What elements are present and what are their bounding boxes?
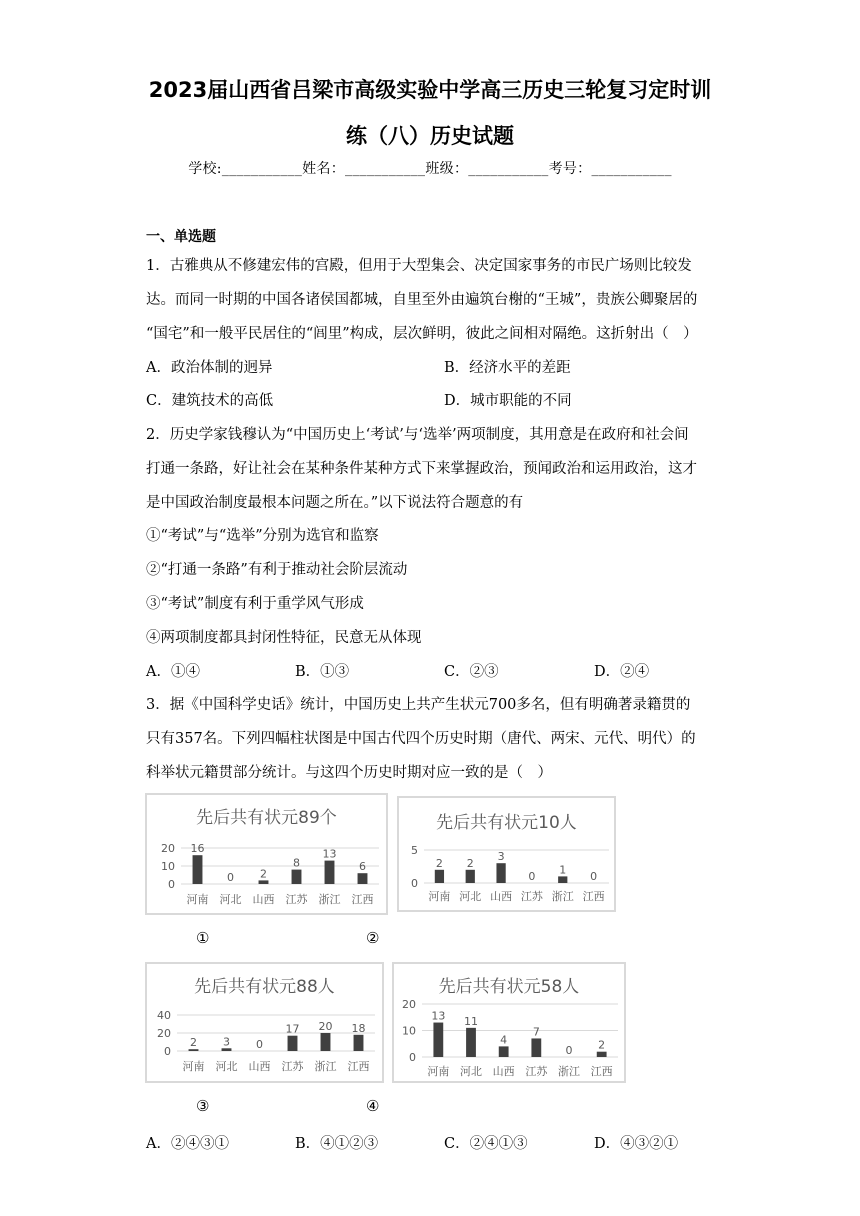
bar-chart-4 bbox=[394, 964, 624, 1081]
bar bbox=[321, 1033, 331, 1051]
data-label: 2 bbox=[190, 1036, 197, 1050]
q2-statement-4: ④两项制度都具封闭性特征，民意无从体现 bbox=[146, 630, 422, 646]
data-label: 2 bbox=[260, 867, 267, 881]
y-tick-label: 0 bbox=[411, 877, 418, 890]
bar bbox=[292, 870, 302, 884]
q3-line-1: 3．据《中国科学史话》统计，中国历史上共产生状元700多名，但有明确著录籍贯的 bbox=[146, 697, 691, 713]
data-label: 8 bbox=[293, 856, 300, 870]
bar bbox=[499, 1046, 509, 1057]
q2-statement-3: ③“考试”制度有利于重学风气形成 bbox=[146, 596, 364, 612]
bar bbox=[496, 863, 505, 883]
q2-option-d[interactable]: D．②④ bbox=[594, 664, 650, 680]
number-label: 考号： bbox=[548, 161, 592, 177]
name-label: 姓名： bbox=[302, 161, 346, 177]
y-tick-label: 0 bbox=[164, 1045, 171, 1058]
category-label: 河南 bbox=[186, 893, 209, 906]
category-label: 江苏 bbox=[520, 890, 543, 903]
q1-line-2: 达。而同一时期的中国各诸侯国都城，自里至外由遍筑台榭的“王城”，贵族公卿聚居的 bbox=[146, 292, 698, 308]
category-label: 山西 bbox=[252, 893, 275, 906]
category-label: 浙江 bbox=[558, 1065, 580, 1078]
chart-label-3: ③ bbox=[196, 1097, 210, 1115]
y-tick-label: 10 bbox=[161, 860, 175, 873]
chart-title: 先后共有状元88人 bbox=[194, 977, 335, 997]
q2-statement-2: ②“打通一条路”有利于推动社会阶层流动 bbox=[146, 562, 408, 578]
q2-statement-1: ①“考试”与“选举”分别为选官和监察 bbox=[146, 528, 379, 544]
category-label: 江西 bbox=[590, 1065, 613, 1078]
category-label: 河北 bbox=[460, 1065, 482, 1078]
y-tick-label: 10 bbox=[402, 1024, 416, 1038]
q3-option-a[interactable]: A．②④③① bbox=[146, 1136, 229, 1152]
data-label: 1 bbox=[559, 863, 567, 877]
category-label: 山西 bbox=[490, 890, 513, 903]
data-label: 6 bbox=[359, 860, 366, 874]
data-label: 20 bbox=[318, 1020, 333, 1033]
bar bbox=[558, 876, 567, 883]
category-label: 河南 bbox=[428, 890, 451, 903]
category-label: 河南 bbox=[182, 1060, 205, 1073]
chart-box-3 bbox=[145, 962, 384, 1083]
chart-box-4 bbox=[392, 962, 626, 1083]
bar bbox=[222, 1048, 232, 1051]
class-blank: ___________ bbox=[468, 161, 549, 177]
chart-label-4: ④ bbox=[366, 1097, 380, 1115]
q2-line-1: 2．历史学家钱穆认为“中国历史上‘考试’与‘选举’两项制度，其用意是在政府和社会间 bbox=[146, 427, 689, 443]
q1-line-1: 1．古雅典从不修建宏伟的宫殿，但用于大型集会、决定国家事务的市民广场则比较发 bbox=[146, 258, 692, 274]
q2-option-c[interactable]: C．②③ bbox=[444, 664, 499, 680]
category-label: 河北 bbox=[215, 1060, 238, 1073]
q1-line-3: “国宅”和一般平民居住的“闾里”构成，层次鲜明，彼此之间相对隔绝。这折射出（ ） bbox=[146, 326, 698, 342]
class-label: 班级： bbox=[425, 161, 469, 177]
q1-option-c[interactable]: C．建筑技术的高低 bbox=[146, 393, 274, 409]
data-label: 0 bbox=[256, 1038, 263, 1051]
data-label: 7 bbox=[532, 1025, 540, 1039]
data-label: 16 bbox=[190, 842, 205, 856]
section-title: 一、单选题 bbox=[146, 229, 216, 245]
document-title-line-2: 练（八）历史试题 bbox=[346, 124, 514, 148]
chart-label-1: ① bbox=[196, 929, 210, 947]
category-label: 河南 bbox=[427, 1065, 450, 1078]
q2-option-b[interactable]: B．①③ bbox=[295, 664, 350, 680]
bar-chart-2 bbox=[399, 798, 614, 910]
chart-label-2: ② bbox=[366, 929, 380, 947]
q3-option-d[interactable]: D．④③②① bbox=[594, 1136, 679, 1152]
data-label: 0 bbox=[565, 1044, 573, 1057]
school-label: 学校: bbox=[188, 161, 222, 177]
bar bbox=[259, 880, 269, 884]
data-label: 2 bbox=[598, 1038, 606, 1052]
name-blank: ___________ bbox=[345, 161, 426, 177]
chart-title: 先后共有状元89个 bbox=[196, 808, 337, 828]
y-tick-label: 20 bbox=[157, 1027, 171, 1040]
bar-chart-3 bbox=[147, 964, 382, 1081]
data-label: 3 bbox=[497, 850, 505, 864]
q3-option-b[interactable]: B．④①②③ bbox=[295, 1136, 379, 1152]
document-title-line-1: 2023届山西省吕梁市高级实验中学高三历史三轮复习定时训 bbox=[148, 78, 712, 102]
category-label: 江苏 bbox=[285, 893, 308, 906]
bar bbox=[531, 1038, 541, 1057]
bar bbox=[189, 1049, 199, 1051]
category-label: 浙江 bbox=[314, 1060, 337, 1073]
student-info-row bbox=[0, 158, 860, 178]
q3-line-2: 只有357名。下列四幅柱状图是中国古代四个历史时期（唐代、两宋、元代、明代）的 bbox=[146, 731, 696, 747]
data-label: 17 bbox=[285, 1022, 300, 1036]
category-label: 浙江 bbox=[318, 893, 341, 906]
y-tick-label: 0 bbox=[168, 878, 175, 891]
q1-option-b[interactable]: B．经济水平的差距 bbox=[444, 360, 571, 376]
chart-title: 先后共有状元58人 bbox=[438, 977, 580, 997]
data-label: 0 bbox=[590, 870, 598, 883]
y-tick-label: 5 bbox=[411, 844, 418, 857]
bar bbox=[354, 1035, 364, 1051]
y-tick-label: 40 bbox=[157, 1009, 171, 1022]
number-blank: ___________ bbox=[591, 161, 672, 177]
category-label: 江西 bbox=[347, 1060, 370, 1073]
y-tick-label: 0 bbox=[409, 1051, 416, 1064]
bar bbox=[358, 873, 368, 884]
q1-option-a[interactable]: A．政治体制的迥异 bbox=[146, 360, 273, 376]
q2-option-a[interactable]: A．①④ bbox=[146, 664, 200, 680]
bar bbox=[435, 870, 444, 883]
category-label: 河北 bbox=[219, 893, 242, 906]
bar bbox=[193, 855, 203, 884]
data-label: 4 bbox=[500, 1033, 508, 1047]
bar bbox=[433, 1023, 443, 1057]
q1-option-d[interactable]: D．城市职能的不同 bbox=[444, 393, 572, 409]
y-tick-label: 20 bbox=[161, 842, 175, 855]
data-label: 0 bbox=[227, 871, 234, 884]
data-label: 18 bbox=[351, 1021, 366, 1035]
category-label: 河北 bbox=[459, 890, 482, 903]
data-label: 11 bbox=[464, 1014, 478, 1028]
chart-box-1 bbox=[145, 793, 388, 915]
chart-box-2 bbox=[397, 796, 616, 912]
category-label: 山西 bbox=[248, 1060, 271, 1073]
category-label: 浙江 bbox=[551, 890, 574, 903]
chart-title: 先后共有状元10人 bbox=[436, 813, 577, 833]
bar-chart-1 bbox=[147, 795, 386, 913]
data-label: 13 bbox=[431, 1009, 446, 1023]
data-label: 2 bbox=[466, 856, 474, 870]
category-label: 江西 bbox=[582, 890, 605, 903]
data-label: 2 bbox=[435, 856, 443, 870]
data-label: 3 bbox=[223, 1035, 230, 1049]
bar bbox=[466, 870, 475, 883]
bar bbox=[466, 1028, 476, 1057]
bar bbox=[288, 1036, 298, 1051]
data-label: 0 bbox=[528, 870, 536, 883]
bar bbox=[325, 861, 335, 884]
bar bbox=[597, 1052, 607, 1057]
category-label: 江苏 bbox=[281, 1060, 304, 1073]
category-label: 江苏 bbox=[525, 1065, 548, 1078]
q2-line-3: 是中国政治制度最根本问题之所在。”以下说法符合题意的有 bbox=[146, 495, 524, 511]
q3-option-c[interactable]: C．②④①③ bbox=[444, 1136, 528, 1152]
data-label: 13 bbox=[322, 847, 337, 861]
category-label: 江西 bbox=[351, 893, 374, 906]
category-label: 山西 bbox=[492, 1065, 515, 1078]
y-tick-label: 20 bbox=[402, 998, 416, 1011]
q3-line-3: 科举状元籍贯部分统计。与这四个历史时期对应一致的是（ ） bbox=[146, 765, 552, 781]
q2-line-2: 打通一条路，好让社会在某种条件某种方式下来掌握政治，预闻政治和运用政治，这才 bbox=[146, 461, 697, 477]
school-blank: ___________ bbox=[221, 161, 303, 177]
